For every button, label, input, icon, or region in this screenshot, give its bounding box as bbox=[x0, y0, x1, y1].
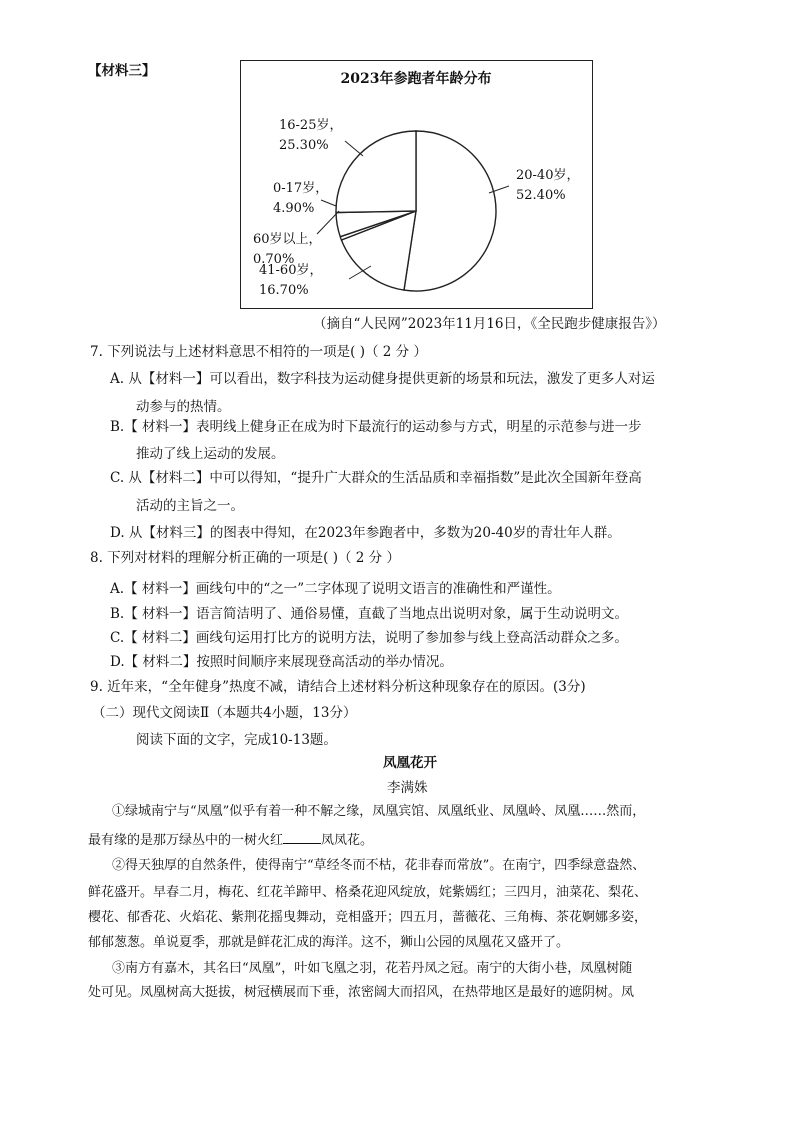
slice-value-label-3: 0.70% bbox=[253, 252, 295, 267]
paragraph-2-line2: 鲜花盛开。早春二月，梅花、红花羊蹄甲、格桑花迎风绽放，姹紫嫣红；三四月，油菜花、梨花、 bbox=[88, 885, 648, 900]
fill-blank bbox=[283, 831, 321, 844]
slice-name-label-3: 60岁以上， bbox=[253, 232, 322, 247]
material3-label: 【材料三】 bbox=[88, 63, 156, 79]
leader-line-3 bbox=[317, 211, 339, 234]
pie-slice-1 bbox=[404, 131, 496, 291]
q7-option-a-line2: 动参与的热情。 bbox=[136, 399, 231, 415]
slice-value-label-2: 16.70% bbox=[259, 283, 309, 298]
q9-stem: 9. 近年来，“全年健身”热度不减，请结合上述材料分析这种现象存在的原因。(3分) bbox=[90, 679, 586, 695]
paragraph-1-line2 bbox=[88, 831, 373, 850]
article-title: 凤凰花开 bbox=[383, 755, 437, 771]
section2-heading: （二）现代文阅读Ⅱ（本题共4小题，13分） bbox=[92, 705, 357, 721]
q7-option-b-line2: 推动了线上运动的发展。 bbox=[136, 446, 285, 462]
q8-option-d: D.【 材料二】按照时间顺序来展现登高活动的举办情况。 bbox=[110, 654, 453, 670]
paragraph-1-line2-b: 凤凤花。 bbox=[321, 833, 374, 848]
section2-instruction: 阅读下面的文字，完成10-13题。 bbox=[136, 732, 337, 748]
q8-option-c: C.【 材料二】画线句运用打比方的说明方法，说明了参加参与线上登高活动群众之多。 bbox=[110, 630, 628, 646]
q7-option-b-line1: B.【 材料一】表明线上健身正在成为时下最流行的运动参与方式，明星的示范参与进一步 bbox=[110, 419, 642, 435]
paragraph-2-line1: ②得天独厚的自然条件，使得南宁“草经冬而不枯，花非春而常放”。在南宁，四季绿意盎然、 bbox=[112, 858, 646, 873]
q7-stem: 7. 下列说法与上述材料意思不相符的一项是( )（ 2 分 ） bbox=[90, 344, 427, 360]
leader-line-5 bbox=[345, 141, 363, 156]
article-author: 李满姝 bbox=[387, 780, 428, 796]
q7-option-c-line2: 活动的主旨之一。 bbox=[136, 498, 244, 514]
slice-value-label-4: 4.90% bbox=[273, 201, 315, 216]
q7-option-c-line1: C. 从【材料二】中可以得知，“提升广大群众的生活品质和幸福指数”是此次全国新年登高 bbox=[110, 470, 642, 486]
slice-name-label-4: 0-17岁， bbox=[273, 181, 329, 196]
paragraph-1-line2-a: 最有缘的是那万绿丛中的一树火红 bbox=[88, 833, 284, 848]
paragraph-2-line3: 樱花、郁香花、火焰花、紫荆花摇曳舞动，竞相盛开；四五月，蔷薇花、三角梅、茶花婀娜多姿， bbox=[88, 910, 648, 925]
paragraph-1-line1: ①绿城南宁与“凤凰”似乎有着一种不解之缘，凤凰宾馆、凤凰纸业、凤凰岭、凤凰……然而， bbox=[112, 804, 646, 819]
pie-chart bbox=[240, 60, 593, 309]
q7-option-a-line1: A. 从【材料一】可以看出，数字科技为运动健身提供更新的场景和玩法，激发了更多人对运 bbox=[110, 371, 655, 387]
q8-option-b: B.【 材料一】语言简洁明了、通俗易懂，直截了当地点出说明对象，属于生动说明文。 bbox=[110, 606, 629, 622]
paragraph-3-line2: 处可见。凤凰树高大挺拔，树冠横展而下垂，浓密阔大而招风，在热带地区是最好的遮阴树。凤 bbox=[88, 985, 635, 1000]
slice-name-label-5: 16-25岁， bbox=[279, 118, 343, 133]
pie-slices bbox=[336, 131, 496, 291]
source-note: （摘自“人民网”2023年11月16日，《全民跑步健康报告》） bbox=[313, 316, 666, 332]
slice-value-label-5: 25.30% bbox=[279, 138, 329, 153]
q8-option-a: A.【 材料一】画线句中的“之一”二字体现了说明文语言的准确性和严谨性。 bbox=[110, 581, 561, 597]
slice-value-label-1: 52.40% bbox=[516, 188, 566, 203]
pie-chart-svg bbox=[241, 61, 592, 308]
slice-name-label-1: 20-40岁， bbox=[516, 168, 580, 183]
q7-option-d: D. 从【材料三】的图表中得知，在2023年参跑者中，多数为20-40岁的青壮年人群。 bbox=[110, 525, 621, 541]
paragraph-2-line4: 郁郁葱葱。单说夏季，那就是鲜花汇成的海洋。这不，狮山公园的凤凰花又盛开了。 bbox=[88, 935, 570, 950]
slice-name-label-2: 41-60岁， bbox=[259, 263, 323, 278]
leader-line-4 bbox=[321, 200, 336, 206]
chart-title: 2023年参跑者年龄分布 bbox=[340, 71, 492, 87]
q8-stem: 8. 下列对材料的理解分析正确的一项是( )（ 2 分 ） bbox=[90, 550, 400, 566]
paragraph-3-line1: ③南方有嘉木，其名曰“凤凰”，叶如飞凰之羽，花若丹凤之冠。南宁的大街小巷，凤凰树随 bbox=[112, 961, 633, 976]
